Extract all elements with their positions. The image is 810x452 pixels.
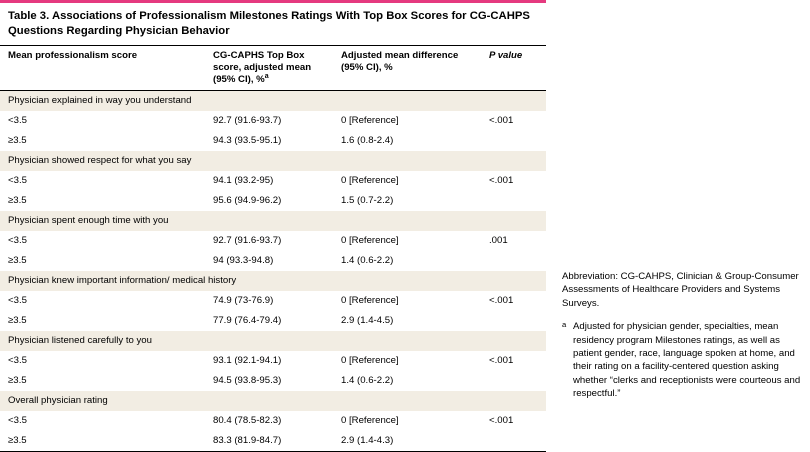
row-difference: 1.6 (0.8-2.4)	[333, 131, 481, 151]
group-label: Physician spent enough time with you	[0, 211, 546, 231]
table-row	[0, 111, 546, 131]
table-group-row	[0, 391, 546, 411]
table-group-row	[0, 211, 546, 231]
row-score: ≥3.5	[0, 371, 205, 391]
footnote-text: Adjusted for physician gender, specialties, mean residency program Milestones ratings, as well as patient gender, race, language spoken at home, and their rating on a facility-centered question asking whether “clerks and receptionists were courteous and respectful.”	[573, 321, 801, 400]
row-topbox: 92.7 (91.6-93.7)	[205, 111, 333, 131]
footnote-marker: a	[562, 320, 567, 330]
row-score: ≥3.5	[0, 311, 205, 331]
row-difference: 0 [Reference]	[333, 171, 481, 191]
row-score: <3.5	[0, 411, 205, 431]
row-difference: 0 [Reference]	[333, 111, 481, 131]
column-header-pvalue	[481, 46, 546, 91]
results-table	[0, 45, 546, 451]
table-row	[0, 291, 546, 311]
table-row	[0, 351, 546, 371]
row-score: ≥3.5	[0, 251, 205, 271]
row-topbox: 74.9 (73-76.9)	[205, 291, 333, 311]
table-notes	[562, 270, 804, 401]
row-topbox: 94.1 (93.2-95)	[205, 171, 333, 191]
column-header-score: Mean professionalism score	[0, 46, 205, 91]
table-row	[0, 251, 546, 271]
row-pvalue: <.001	[481, 351, 546, 391]
row-pvalue: <.001	[481, 111, 546, 151]
row-topbox: 94 (93.3-94.8)	[205, 251, 333, 271]
column-header-pvalue-text: P value	[489, 50, 523, 61]
table-row	[0, 431, 546, 451]
group-label: Physician showed respect for what you say	[0, 151, 546, 171]
row-score: <3.5	[0, 111, 205, 131]
row-topbox: 92.7 (91.6-93.7)	[205, 231, 333, 251]
group-label: Overall physician rating	[0, 391, 546, 411]
table-group-row	[0, 151, 546, 171]
group-label: Physician explained in way you understand	[0, 91, 546, 112]
footnote-a	[562, 320, 804, 400]
table-group-row	[0, 91, 546, 112]
column-header-topbox-text: CG-CAPHS Top Box score, adjusted mean (95% CI), %	[213, 50, 312, 85]
row-score: ≥3.5	[0, 431, 205, 451]
row-pvalue: <.001	[481, 171, 546, 211]
abbreviation-note: Abbreviation: CG-CAHPS, Clinician & Group-Consumer Assessments of Healthcare Providers and Systems Surveys.	[562, 271, 799, 309]
row-difference: 1.5 (0.7-2.2)	[333, 191, 481, 211]
row-difference: 0 [Reference]	[333, 351, 481, 371]
column-header-topbox	[205, 46, 333, 91]
row-pvalue: .001	[481, 231, 546, 271]
group-label: Physician listened carefully to you	[0, 331, 546, 351]
table-row	[0, 191, 546, 211]
row-topbox: 77.9 (76.4-79.4)	[205, 311, 333, 331]
row-topbox: 94.3 (93.5-95.1)	[205, 131, 333, 151]
row-score: <3.5	[0, 351, 205, 371]
table-group-row	[0, 331, 546, 351]
row-difference: 0 [Reference]	[333, 411, 481, 431]
table-row	[0, 371, 546, 391]
row-difference: 0 [Reference]	[333, 291, 481, 311]
table-title: Table 3. Associations of Professionalism Milestones Ratings With Top Box Scores for CG-CAHPS Questions Regarding Physician Behavior	[8, 10, 530, 37]
table-header	[0, 46, 546, 91]
table-row	[0, 131, 546, 151]
row-pvalue: <.001	[481, 291, 546, 331]
row-topbox: 95.6 (94.9-96.2)	[205, 191, 333, 211]
table-row	[0, 411, 546, 431]
table-panel	[0, 3, 546, 452]
table-row	[0, 231, 546, 251]
row-score: <3.5	[0, 171, 205, 191]
row-difference: 1.4 (0.6-2.2)	[333, 251, 481, 271]
row-topbox: 94.5 (93.8-95.3)	[205, 371, 333, 391]
row-topbox: 80.4 (78.5-82.3)	[205, 411, 333, 431]
row-topbox: 83.3 (81.9-84.7)	[205, 431, 333, 451]
row-difference: 1.4 (0.6-2.2)	[333, 371, 481, 391]
row-difference: 0 [Reference]	[333, 231, 481, 251]
row-score: <3.5	[0, 231, 205, 251]
header-row	[0, 46, 546, 91]
table-body	[0, 91, 546, 452]
column-header-superscript: a	[264, 72, 269, 80]
table-row	[0, 171, 546, 191]
row-difference: 2.9 (1.4-4.5)	[333, 311, 481, 331]
table-group-row	[0, 271, 546, 291]
row-difference: 2.9 (1.4-4.3)	[333, 431, 481, 451]
row-score: ≥3.5	[0, 131, 205, 151]
row-pvalue: <.001	[481, 411, 546, 451]
row-score: <3.5	[0, 291, 205, 311]
row-topbox: 93.1 (92.1-94.1)	[205, 351, 333, 371]
group-label: Physician knew important information/ medical history	[0, 271, 546, 291]
column-header-difference: Adjusted mean difference (95% CI), %	[333, 46, 481, 91]
row-score: ≥3.5	[0, 191, 205, 211]
table-row	[0, 311, 546, 331]
